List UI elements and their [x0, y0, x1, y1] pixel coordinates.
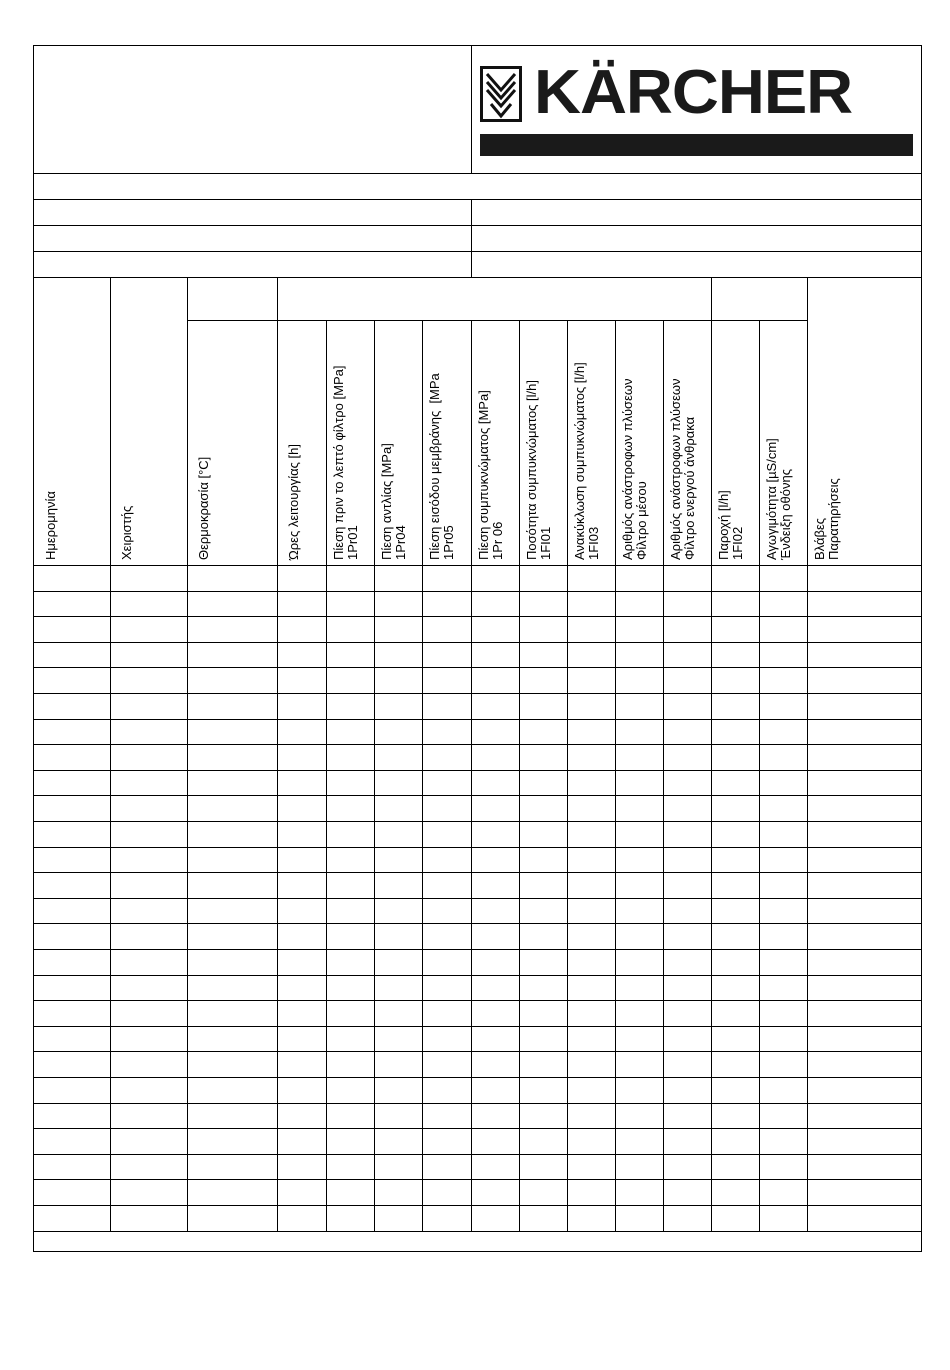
column-header-label: Ώρες λειτουργίας [h] — [286, 444, 301, 560]
group-rule — [277, 320, 711, 321]
header-bottom-rule — [34, 565, 922, 566]
column-header-label: Παροχή [l/h] 1FI02 — [716, 490, 745, 560]
table-row — [34, 693, 922, 694]
brand-logo — [472, 46, 922, 173]
column-line — [807, 277, 808, 1231]
column-line — [711, 277, 712, 1231]
brand-bar — [480, 134, 913, 156]
column-line — [374, 320, 375, 1231]
column-header-label: Ανακύκλωση συμπυκνώματος [l/h] 1FI03 — [572, 362, 601, 560]
column-header-label: Χειριστής — [119, 505, 134, 560]
group-rule — [187, 320, 277, 321]
table-row — [34, 975, 922, 976]
table-row — [34, 872, 922, 873]
column-line — [110, 277, 111, 1231]
column-line — [519, 320, 520, 1231]
group-rule — [711, 320, 807, 321]
info-rule — [34, 277, 922, 278]
header-rule — [34, 173, 922, 174]
column-line — [326, 320, 327, 1231]
table-row — [34, 1154, 922, 1155]
column-header-label: Πίεση πριν το λεπτό φίλτρο [MPa] 1Pr01 — [331, 365, 360, 560]
table-row — [34, 1179, 922, 1180]
table-row — [34, 1128, 922, 1129]
brand-name: KÄRCHER — [534, 58, 853, 127]
column-line — [663, 320, 664, 1231]
column-header-label: Θερμοκρασία [°C] — [196, 456, 211, 560]
table-row — [34, 770, 922, 771]
table-row — [34, 616, 922, 617]
column-line — [759, 320, 760, 1231]
info-rule — [34, 199, 922, 200]
table-row — [34, 1103, 922, 1104]
column-header-label: Πίεση εισόδου μεμβράνης [MPa 1Pr05 — [427, 373, 456, 560]
column-line — [567, 320, 568, 1231]
table-row — [34, 1077, 922, 1078]
column-line — [471, 320, 472, 1231]
column-header-label: Αριθμός ανάστροφων πλύσεων Φίλτρο ενεργού άνθρακα — [668, 378, 697, 560]
table-row — [34, 744, 922, 745]
column-line — [615, 320, 616, 1231]
table-row — [34, 795, 922, 796]
column-line — [422, 320, 423, 1231]
table-row — [34, 898, 922, 899]
column-header-label: Πίεση συμπυκνώματος [MPa] 1Pr 06 — [476, 390, 505, 560]
table-row — [34, 1205, 922, 1206]
header-divider — [471, 46, 472, 173]
table-row — [34, 821, 922, 822]
column-header-label: Αγωγιμότητα [µS/cm] Ένδειξη οθόνης — [764, 438, 793, 560]
column-header-label: Ημερομηνία — [43, 491, 58, 560]
karcher-chevron-logo-icon — [480, 66, 522, 122]
table-row — [34, 1000, 922, 1001]
table-row — [34, 591, 922, 592]
column-header-label: Βλάβες Παρατηρήσεις — [812, 478, 841, 560]
table-row — [34, 642, 922, 643]
table-row — [34, 1026, 922, 1027]
column-header-label: Αριθμός ανάστροφων πλύσεων Φίλτρο μέσου — [620, 378, 649, 560]
operating-log-form — [33, 45, 922, 1252]
table-row — [34, 949, 922, 950]
table-row — [34, 923, 922, 924]
column-line — [187, 277, 188, 1231]
column-line — [277, 277, 278, 1231]
info-rule — [34, 225, 922, 226]
table-row — [34, 719, 922, 720]
info-rule — [34, 251, 922, 252]
column-header-label: Πίεση αντλίας [MPa] 1Pr04 — [379, 443, 408, 560]
info-divider — [471, 199, 472, 277]
table-row — [34, 667, 922, 668]
column-header-label: Ποσότητα συμπυκνώματος [l/h] 1FI01 — [524, 379, 553, 560]
table-row — [34, 1231, 922, 1232]
table-row — [34, 1051, 922, 1052]
table-row — [34, 847, 922, 848]
